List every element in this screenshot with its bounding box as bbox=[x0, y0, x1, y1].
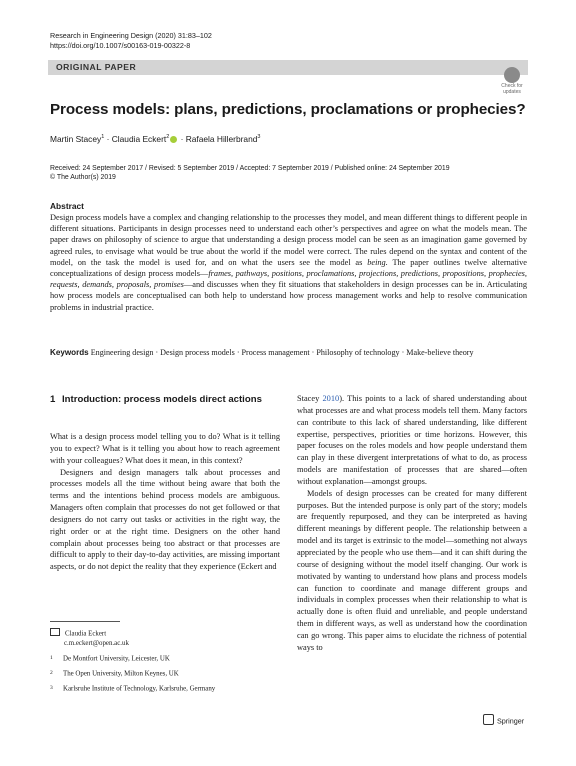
paper-title: Process models: plans, predictions, proclamations or prophecies? bbox=[50, 101, 526, 118]
author-name[interactable]: Claudia Eckert bbox=[111, 134, 167, 144]
mail-icon bbox=[50, 628, 60, 636]
section-number: 1 bbox=[50, 394, 56, 405]
paragraph: Models of design processes can be created for many different purposes. But the intended purpose is only part of the story; models are frequently repurposed, and they can be interpreted as having different meanings by different people. The relationship between a model and its target is extrinsic to the model—something not always appreciated by the people who use them—and it can shift during the course of designing without the model itself changing. Our work is motivated by wanting to understand how plans and process models can function to coordinate and manage different groups and individuals in complex processes when their relationship to what is actually done is often fluid and unreliable, and people understand them in different ways, as well as understand how the coordination can go wrong. This paper aims to elucidate the richness of potential ways to bbox=[297, 488, 527, 652]
correspondence bbox=[50, 628, 129, 649]
affiliation: 3 Karlsruhe Institute of Technology, Karlsruhe, Germany bbox=[50, 685, 216, 693]
affiliation: 1 De Montfort University, Leicester, UK bbox=[50, 655, 170, 663]
paragraph: What is a design process model telling you to do? What is it telling you to expect? What is it telling you about how to reach agreement with your colleagues? What does it mean, in this context? bbox=[50, 432, 280, 465]
publication-dates bbox=[50, 164, 450, 182]
check-updates-icon bbox=[504, 67, 520, 83]
paragraph: Stacey 2010). This points to a lack of shared understanding about what processes are and what process models tell them. Many factors can contribute to this lack of shared understanding, like different expertise, perspectives, priorities or time horizons. However, this paper focuses on the roles models and how people understand them can play in these divergent interpretations of what to do, as process models are manifestation of processes that are shared—often without explanation—amongst groups. bbox=[297, 394, 527, 486]
badge-line1: Check for bbox=[501, 83, 523, 89]
citation-link[interactable]: 2010 bbox=[322, 394, 340, 403]
author-affil-ref: 3 bbox=[257, 134, 261, 141]
publisher-logo bbox=[483, 714, 524, 726]
author-list: Martin Stacey$^1$ · Claudia Eckert$^2$ · Rafaela Hillerbrand$^3$ bbox=[50, 134, 261, 144]
keywords bbox=[50, 347, 527, 358]
badge-line2: updates bbox=[503, 88, 521, 95]
journal-citation: Research in Engineering Design (2020) 31:83–102 bbox=[50, 31, 212, 40]
article-type-label: ORIGINAL PAPER bbox=[56, 62, 137, 72]
author-name[interactable]: Martin Stacey bbox=[50, 134, 102, 144]
author-affil-ref: 1 bbox=[101, 134, 105, 141]
article-type-bar bbox=[48, 60, 528, 75]
keywords-text: Engineering design · Design process models · Process management · Philosophy of technology · Make-believe theory bbox=[90, 348, 474, 357]
check-for-updates-badge[interactable] bbox=[497, 67, 527, 97]
left-column bbox=[50, 431, 280, 573]
right-column bbox=[297, 393, 527, 654]
springer-horse-icon bbox=[483, 714, 494, 725]
history-dates: Received: 24 September 2017 / Revised: 5 September 2019 / Accepted: 7 September 2019 / Published online: 24 September 2019 bbox=[50, 165, 450, 172]
author-affil-ref: 2 bbox=[166, 134, 170, 141]
section-title: Introduction: process models direct actions bbox=[62, 394, 262, 405]
author-name[interactable]: Rafaela Hillerbrand bbox=[185, 134, 258, 144]
abstract-text: Design process models have a complex and changing relationship to the processes they model, and mean different things to different people in different situations. Participants in design processes need to understand each other’s perspectives and agree on what the models mean. The paper draws on philosophy of science to argue that understanding a design process model can be seen as an imagination game governed by agreed rules, to envisage what would be true about the world if the model were correct. The rules depend on the syntax and content of the model, on the task the model is used for, and on what the users see the model as being. The paper outlines twelve alternative conceptualizations of design process models—frames, pathways, positions, proclamations, projections, predictions, propositions, prophecies, requests, demands, proposals, promises—and discusses when they fit situations that stakeholders in design processes can be in. Articulating how process models are conceptualised can both help to understand how process management works and help to resolve communication problems in industrial practice. bbox=[50, 213, 528, 312]
abstract-heading: Abstract bbox=[50, 201, 84, 211]
corresponding-author: Claudia Eckert bbox=[65, 630, 107, 638]
journal-header bbox=[50, 31, 212, 50]
orcid-icon[interactable] bbox=[170, 136, 177, 143]
copyright: © The Author(s) 2019 bbox=[50, 174, 116, 182]
publisher-name: Springer bbox=[497, 716, 525, 726]
corresponding-email[interactable]: c.m.eckert@open.ac.uk bbox=[64, 640, 129, 647]
doi-link[interactable]: https://doi.org/10.1007/s00163-019-00322-8 bbox=[50, 40, 191, 50]
keywords-label: Keywords bbox=[50, 348, 89, 357]
paragraph: Designers and design managers talk about processes and processes models all the time without being aware that both the terms and the intentions behind process models are ambiguous. Managers often complain that processes do not get followed or that designers do not carry out tasks or activities in the right way, the right order or at the right time. Designers on the other hand complain about processes being too abstract or that processes are difficult to apply to their day-to-day activities, are missing important aspects, or do not depict the reality that they experience (Eckert and bbox=[50, 467, 280, 572]
footnote-divider bbox=[50, 621, 120, 622]
affiliation: 2 The Open University, Milton Keynes, UK bbox=[50, 670, 179, 678]
